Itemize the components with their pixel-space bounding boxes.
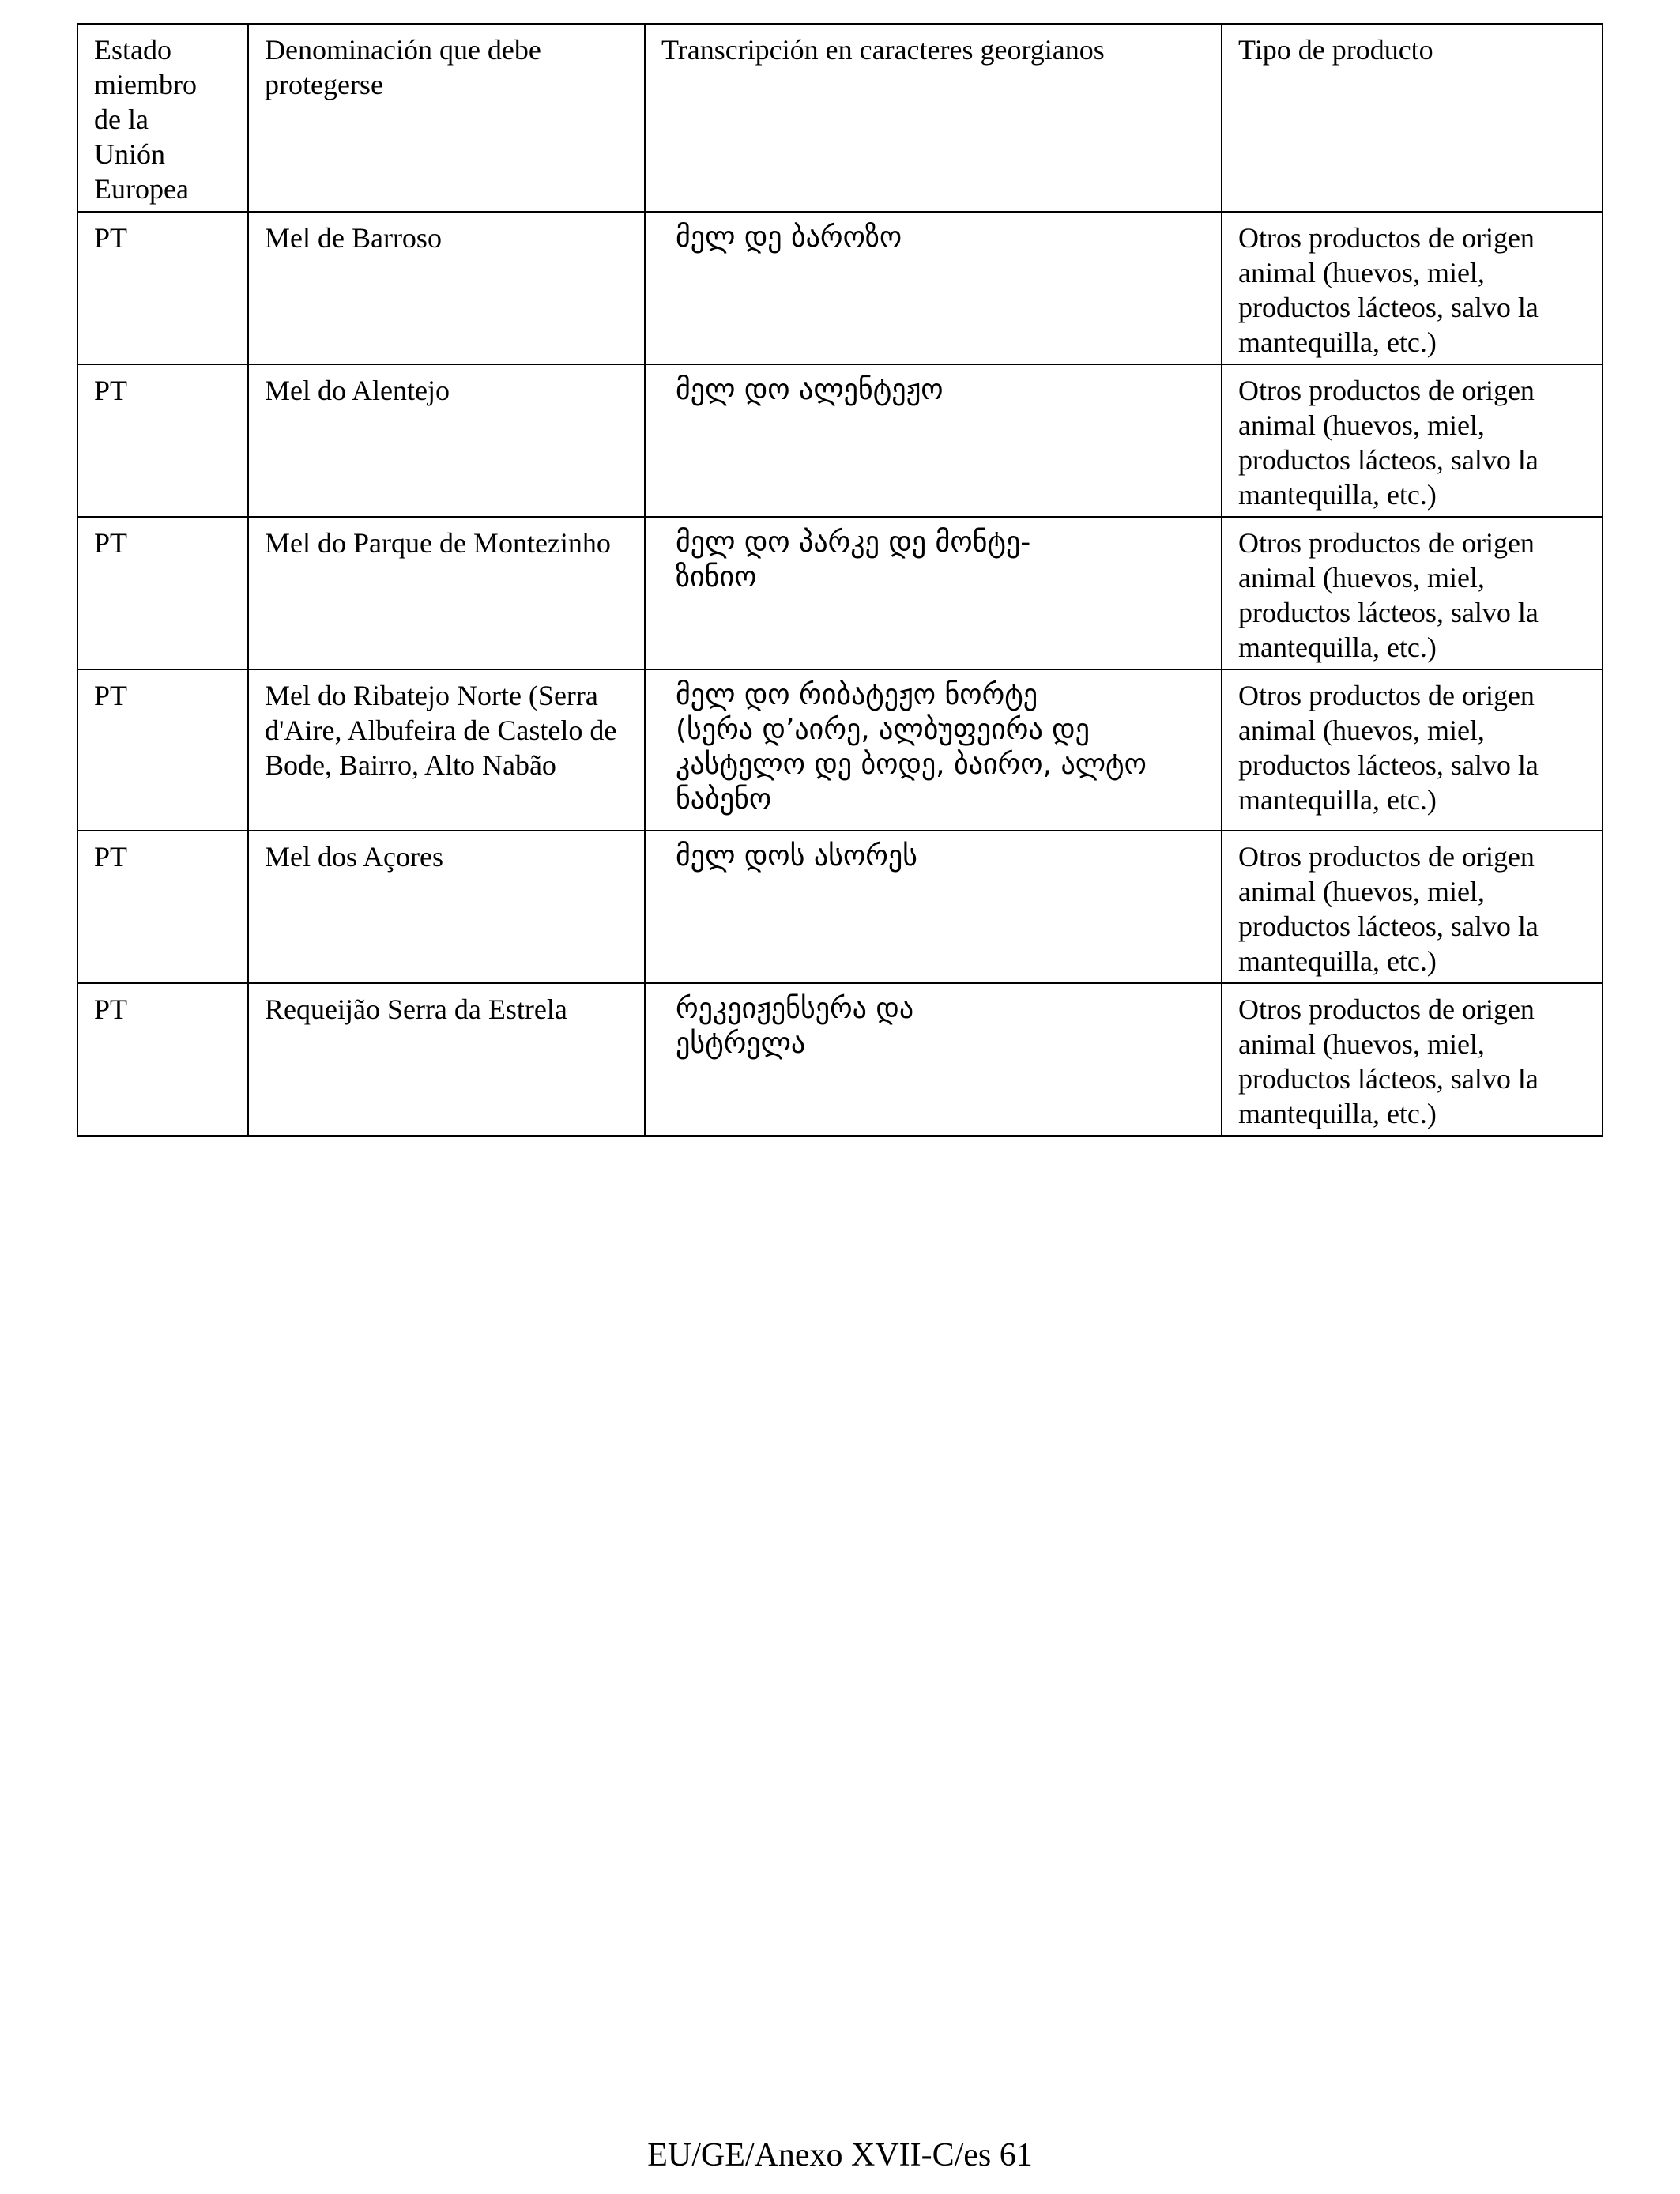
- cell-product-type: Otros productos de origen animal (huevos, miel, productos lácteos, salvo la mantequilla, etc.): [1222, 517, 1603, 669]
- table-row: [77, 831, 1603, 983]
- cell-georgian-transcription: მელ დე ბაროზო: [645, 212, 1222, 364]
- cell-georgian-transcription: მელ დო პარკე დე მონტე- ზინიო: [645, 517, 1222, 669]
- cell-member-state: PT: [77, 517, 248, 669]
- cell-denomination: Mel do Parque de Montezinho: [248, 517, 645, 669]
- cell-georgian-transcription: მელ დო ალენტეჟო: [645, 364, 1222, 517]
- cell-denomination: Requeijão Serra da Estrela: [248, 983, 645, 1136]
- header-product-type: Tipo de producto: [1222, 24, 1603, 212]
- cell-georgian-transcription: რეკეიჟენსერა და ესტრელა: [645, 983, 1222, 1136]
- gi-table: [77, 23, 1603, 1137]
- table-row: [77, 364, 1603, 517]
- cell-member-state: PT: [77, 983, 248, 1136]
- table-row: [77, 212, 1603, 364]
- cell-member-state: PT: [77, 831, 248, 983]
- table-row: [77, 517, 1603, 669]
- cell-product-type: Otros productos de origen animal (huevos, miel, productos lácteos, salvo la mantequilla, etc.): [1222, 364, 1603, 517]
- header-member-state: Estado miembro de la Unión Europea: [77, 24, 248, 212]
- cell-product-type: Otros productos de origen animal (huevos, miel, productos lácteos, salvo la mantequilla, etc.): [1222, 669, 1603, 831]
- table-row: [77, 983, 1603, 1136]
- cell-denomination: Mel do Alentejo: [248, 364, 645, 517]
- cell-denomination: Mel de Barroso: [248, 212, 645, 364]
- cell-member-state: PT: [77, 364, 248, 517]
- cell-member-state: PT: [77, 212, 248, 364]
- cell-product-type: Otros productos de origen animal (huevos, miel, productos lácteos, salvo la mantequilla, etc.): [1222, 983, 1603, 1136]
- cell-denomination: Mel dos Açores: [248, 831, 645, 983]
- cell-member-state: PT: [77, 669, 248, 831]
- cell-product-type: Otros productos de origen animal (huevos, miel, productos lácteos, salvo la mantequilla, etc.): [1222, 212, 1603, 364]
- cell-denomination: Mel do Ribatejo Norte (Serra d'Aire, Albufeira de Castelo de Bode, Bairro, Alto Nabão: [248, 669, 645, 831]
- table-row: [77, 669, 1603, 831]
- cell-georgian-transcription: მელ დო რიბატეჟო ნორტე (სერა დ’აირე, ალბუფეირა დე კასტელო დე ბოდე, ბაირო, ალტო ნაბენო: [645, 669, 1222, 831]
- header-georgian-transcription: Transcripción en caracteres georgianos: [645, 24, 1222, 212]
- header-denomination: Denominación que debe protegerse: [248, 24, 645, 212]
- page-footer: EU/GE/Anexo XVII-C/es 61: [647, 2137, 1033, 2173]
- table-header-row: [77, 24, 1603, 212]
- cell-georgian-transcription: მელ დოს ასორეს: [645, 831, 1222, 983]
- cell-product-type: Otros productos de origen animal (huevos, miel, productos lácteos, salvo la mantequilla, etc.): [1222, 831, 1603, 983]
